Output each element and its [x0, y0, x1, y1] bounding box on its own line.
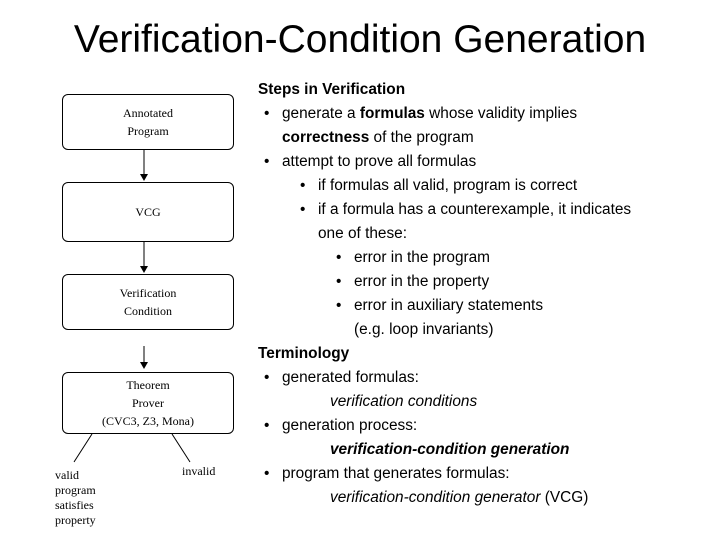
box-label-line: Annotated [123, 106, 173, 120]
valid-line: property [55, 513, 96, 527]
term-definition: verification-condition generation [330, 441, 570, 458]
list-item: • if formulas all valid, program is correct [258, 174, 713, 198]
terminology-heading: Terminology [258, 345, 350, 362]
valid-line: program [55, 483, 96, 497]
list-item-continuation: one of these: [318, 225, 407, 242]
list-item-continuation: correctness of the program [282, 129, 474, 146]
arrow-down-icon [136, 150, 152, 182]
vcg-box [62, 182, 234, 242]
list-item: • generated formulas: [258, 366, 713, 390]
list-item: • program that generates formulas: [258, 462, 713, 486]
term-definition: verification-condition generator (VCG) [330, 489, 589, 506]
term-definition: verification conditions [330, 393, 478, 410]
verification-condition-box [62, 274, 234, 330]
box-label-line: Prover [132, 396, 164, 410]
box-label-line: (CVC3, Z3, Mona) [102, 414, 194, 428]
annotated-program-box [62, 94, 234, 150]
list-item: • error in auxiliary statements [258, 294, 713, 318]
arrow-down-icon [136, 346, 152, 370]
valid-line: satisfies [55, 498, 94, 512]
list-item: • error in the program [258, 246, 713, 270]
valid-line: valid [55, 468, 79, 482]
box-label-line: Program [127, 124, 169, 138]
page-title: Verification-Condition Generation [73, 18, 647, 61]
list-item: • if a formula has a counterexample, it indicates [258, 198, 713, 222]
branch-arrows-icon [60, 434, 220, 464]
list-item: • generation process: [258, 414, 713, 438]
list-item-continuation: (e.g. loop invariants) [354, 321, 494, 338]
box-label-line: Theorem [126, 378, 170, 392]
flowchart [0, 0, 260, 540]
arrow-down-icon [136, 242, 152, 274]
valid-outcome-label [55, 468, 96, 528]
box-label-line: Condition [123, 304, 172, 318]
steps-text [258, 78, 713, 510]
box-label-line: Verification [119, 286, 177, 300]
box-label-line: VCG [135, 205, 161, 219]
list-item: • error in the property [258, 270, 713, 294]
invalid-outcome-label: invalid [182, 464, 216, 478]
steps-heading: Steps in Verification [258, 81, 406, 98]
list-item: • generate a formulas whose validity implies [258, 102, 713, 126]
theorem-prover-box [62, 372, 234, 434]
list-item: • attempt to prove all formulas [258, 150, 713, 174]
